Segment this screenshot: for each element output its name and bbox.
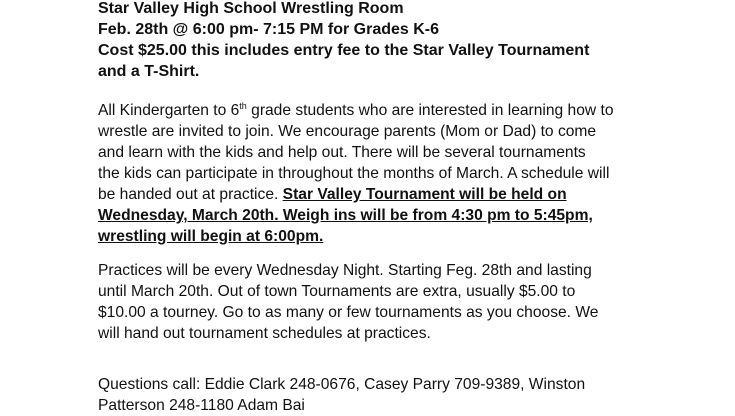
- contacts-paragraph: [98, 374, 585, 416]
- event-date-time: Feb. 28th @ 6:00 pm- 7:15 PM for Grades K-6: [98, 21, 440, 38]
- text: grade students who are interested in learning how to: [246, 102, 614, 119]
- contact-line: Questions call: Eddie Clark 248-0676, Casey Parry 709-9389, Winston: [98, 376, 586, 393]
- tournament-notice: wrestling will begin at 6:00pm.: [98, 228, 324, 245]
- superscript: th: [239, 100, 247, 111]
- paragraph-line: the kids can participate in throughout the months of March. A schedule will: [98, 165, 610, 182]
- paragraph-line: $10.00 a tourney. Go to as many or few tournaments as you choose. We: [98, 304, 599, 321]
- event-cost-continued: and a T-Shirt.: [98, 63, 200, 80]
- text: be handed out at practice.: [98, 186, 283, 203]
- paragraph-line: [98, 100, 614, 121]
- tournament-notice: Star Valley Tournament will be held on: [282, 186, 567, 203]
- text: All Kindergarten to 6: [98, 102, 240, 119]
- event-header: [98, 0, 589, 82]
- paragraph-line: [98, 184, 614, 205]
- intro-paragraph: [98, 100, 614, 247]
- event-cost: Cost $25.00 this includes entry fee to the Star Valley Tournament: [98, 42, 590, 59]
- paragraph-line: until March 20th. Out of town Tournaments are extra, usually $5.00 to: [98, 283, 576, 300]
- paragraph-line: wrestle are invited to join. We encourage parents (Mom or Dad) to come: [98, 123, 597, 140]
- paragraph-line: and learn with the kids and help out. There will be several tournaments: [98, 144, 586, 161]
- practices-paragraph: [98, 260, 598, 344]
- event-location: Star Valley High School Wrestling Room: [98, 0, 404, 17]
- paragraph-line: Practices will be every Wednesday Night. Starting Feg. 28th and lasting: [98, 262, 592, 279]
- tournament-notice: Wednesday, March 20th. Weigh ins will be from 4:30 pm to 5:45pm,: [98, 207, 593, 224]
- paragraph-line: will hand out tournament schedules at practices.: [98, 325, 431, 342]
- contact-line: Patterson 248-1180 Adam Bai: [98, 397, 305, 414]
